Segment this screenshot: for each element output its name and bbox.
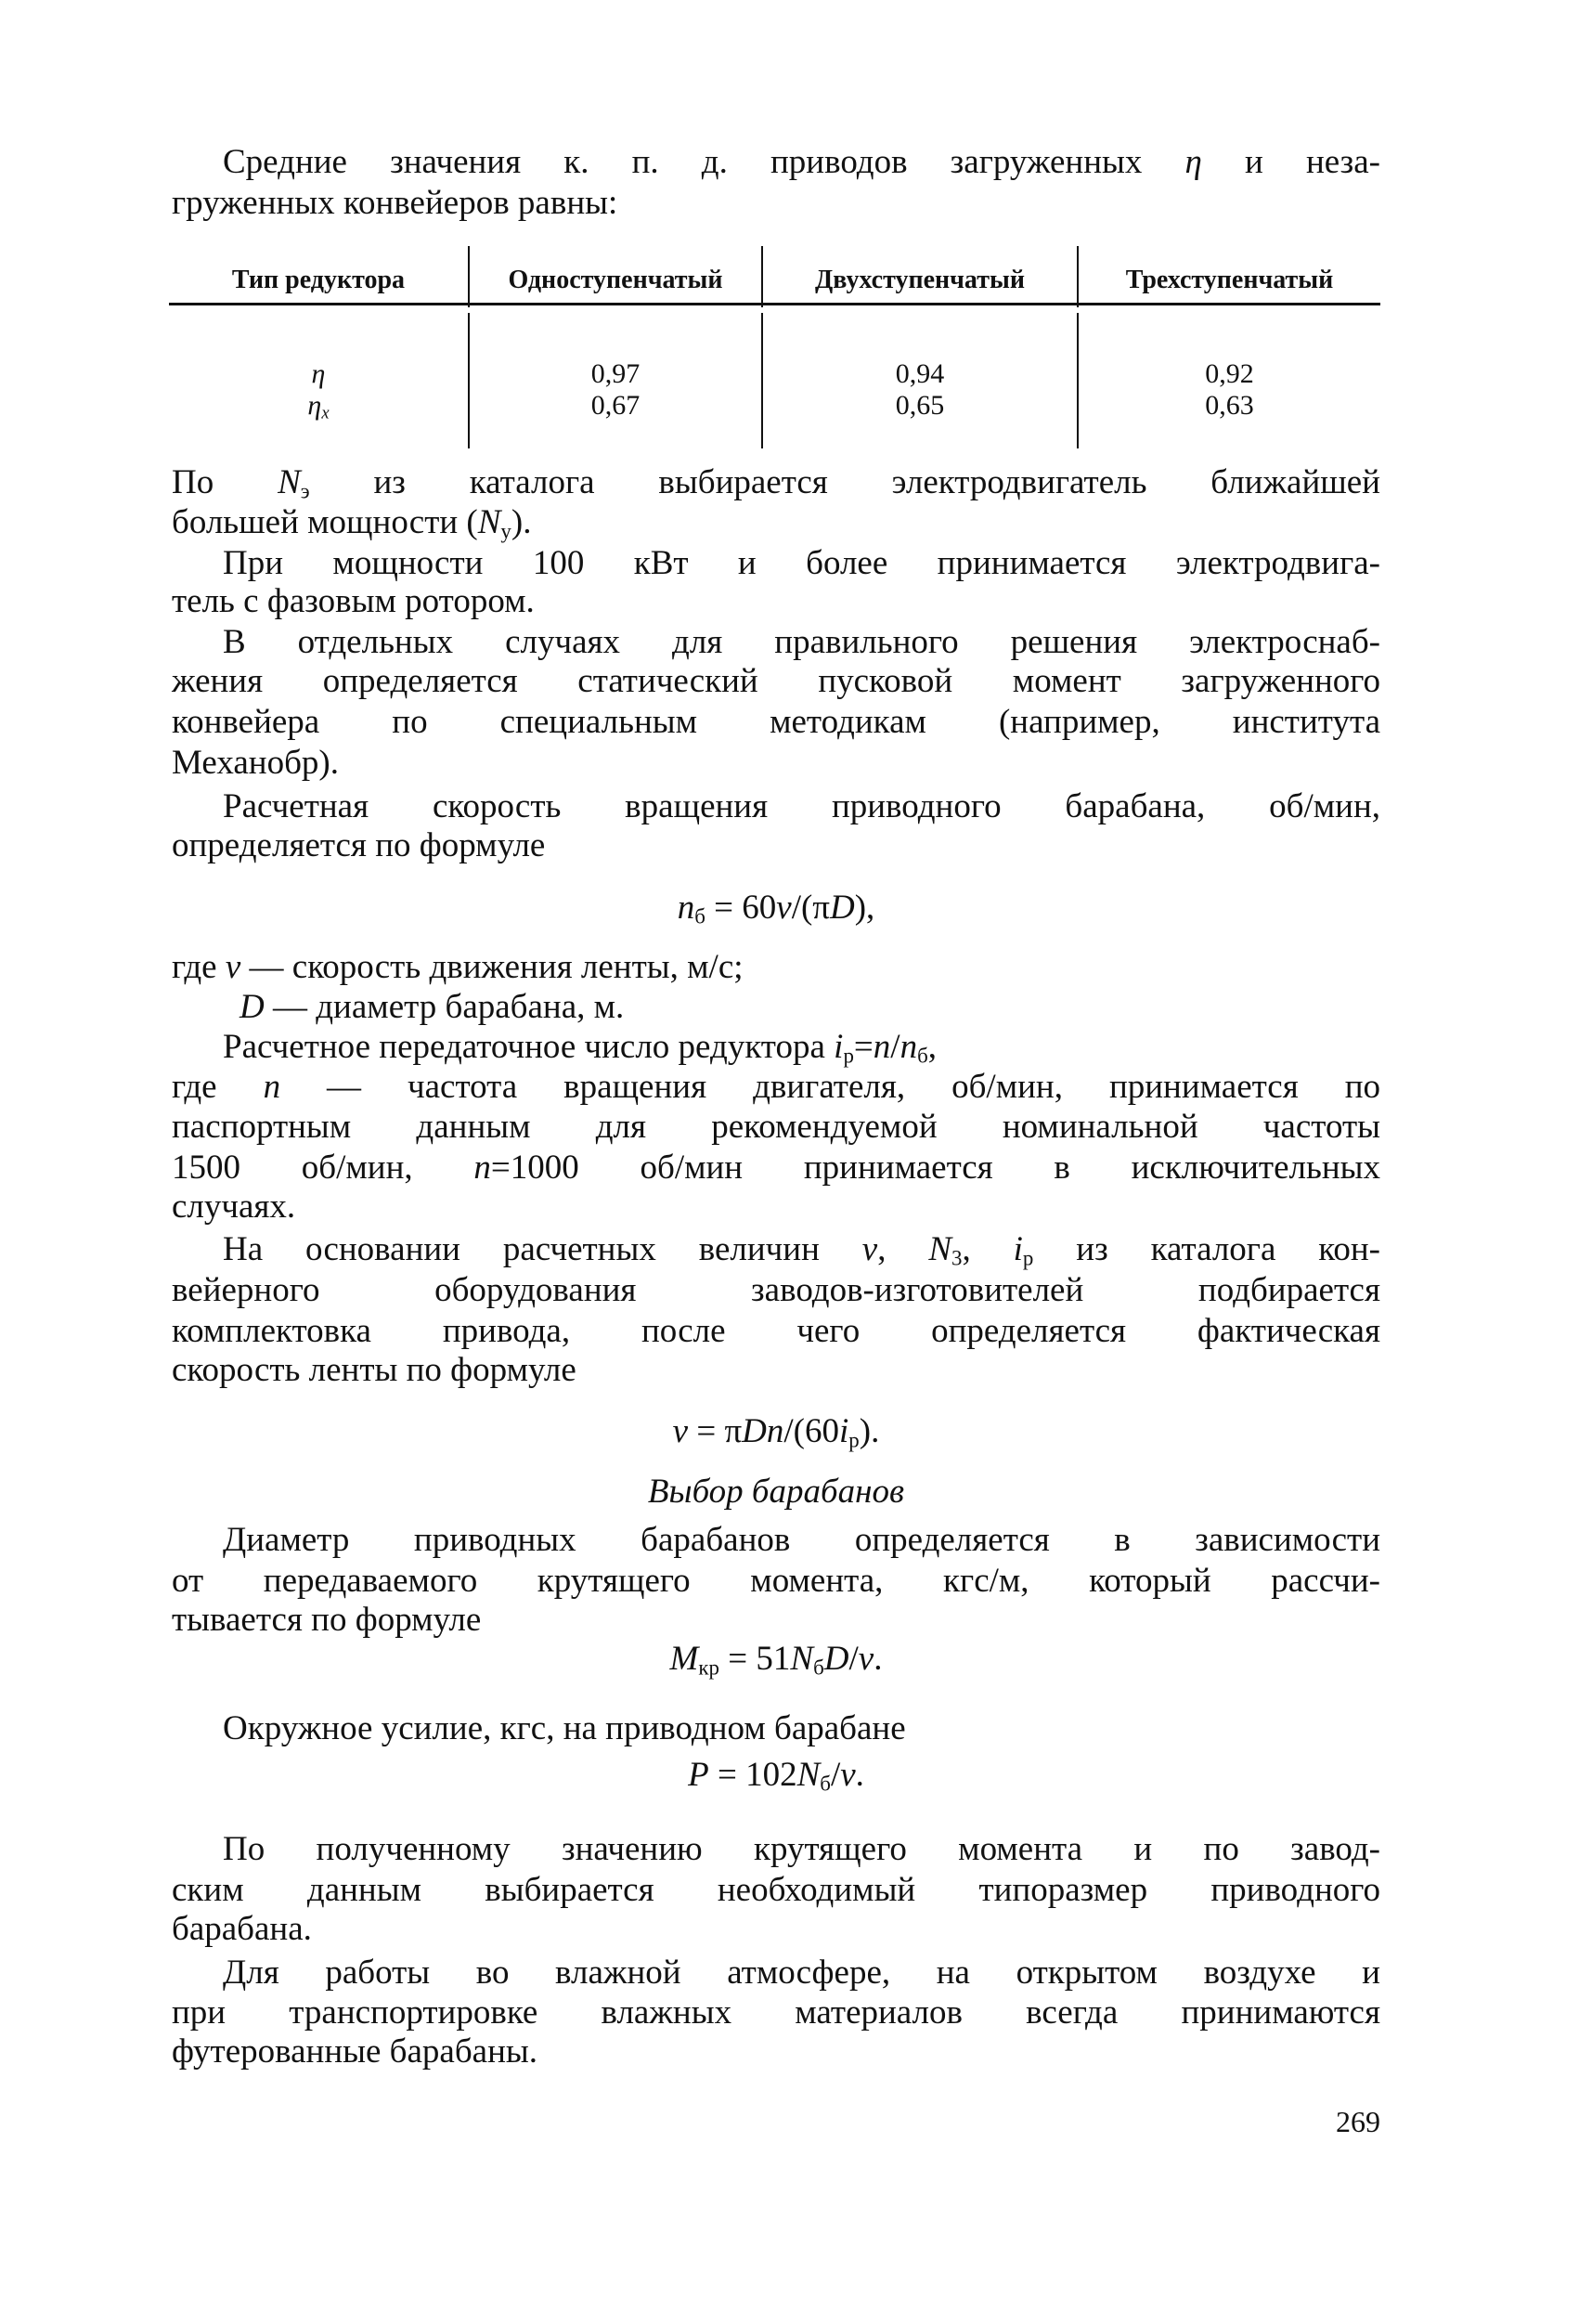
text-line [172, 1350, 1380, 1391]
text-line [172, 581, 1380, 622]
text-run: вейерного оборудования заводов-изготовителей подбирается [172, 1271, 1380, 1309]
page-number: 269 [1336, 2105, 1380, 2138]
text-run: из каталога кон- [1033, 1230, 1380, 1268]
text-line [172, 1600, 1380, 1641]
text-run: / [848, 1640, 859, 1678]
row-label-eta-x: $\eta_x$ [307, 390, 330, 423]
table-cell: 0,92 [1205, 358, 1254, 389]
text-run: конвейера по специальным методикам (например, института [172, 703, 1380, 741]
table-header-rule [169, 303, 1380, 305]
text-run: ). [859, 1412, 880, 1450]
table-header-two-stage: Двухступенчатый [815, 266, 1025, 294]
math-symbol: Dn [742, 1412, 784, 1450]
table-header-three-stage: Трехступенчатый [1125, 266, 1334, 294]
table-header-single-stage: Одноступенчатый [508, 266, 723, 294]
subscript: р [1022, 1246, 1034, 1270]
text-line [172, 1561, 1380, 1602]
math-symbol: v [858, 1640, 874, 1678]
text-run: Диаметр приводных барабанов определяется в зависимости [223, 1521, 1380, 1559]
formula-torque [172, 1639, 1380, 1680]
text-run: = 60 [705, 889, 777, 927]
text-run: жения определяется статический пусковой момент загруженного [172, 662, 1380, 700]
text-line [223, 1708, 1380, 1749]
text-line [172, 825, 1380, 866]
text-run: По полученному значению крутящего момента и по завод- [223, 1830, 1380, 1868]
text-run: По [172, 463, 278, 501]
text-run: груженных конвейеров равны: [172, 184, 618, 222]
text-line [172, 2032, 1380, 2072]
math-symbol: D [239, 988, 265, 1026]
text-run: и неза- [1201, 143, 1380, 181]
math-symbol: n [473, 1149, 491, 1187]
text-run: / [830, 1756, 841, 1794]
table-cell: 0,94 [895, 358, 945, 389]
text-line [172, 1067, 1380, 1108]
math-symbol: P [688, 1756, 709, 1794]
subscript: у [500, 519, 511, 543]
math-symbol: N [477, 503, 501, 541]
text-run: Механобр). [172, 744, 339, 782]
text-line [172, 1993, 1380, 2033]
table-header-reducer-type: Тип редуктора [231, 266, 406, 294]
text-run: где [172, 1068, 264, 1106]
text-line [223, 1027, 1380, 1068]
subscript: б [917, 1044, 928, 1068]
text-line [223, 142, 1380, 183]
column-divider [1077, 246, 1079, 307]
math-symbol: v [861, 1230, 878, 1268]
text-line [172, 1270, 1380, 1311]
column-divider [761, 246, 763, 307]
text-line [172, 947, 1380, 988]
text-run: Расчетная скорость вращения приводного барабана, об/мин, [223, 787, 1380, 825]
math-symbol: N [928, 1230, 952, 1268]
text-run: где [172, 948, 226, 986]
text-line [223, 1829, 1380, 1870]
math-symbol: η [1184, 143, 1202, 181]
math-symbol: n [263, 1068, 281, 1106]
formula-drum-speed [172, 888, 1380, 928]
text-run: Окружное усилие, кгс, на приводном барабане [223, 1709, 906, 1747]
text-line [172, 702, 1380, 743]
math-symbol: D [823, 1640, 849, 1678]
efficiency-table [169, 243, 1380, 452]
text-line [223, 543, 1380, 584]
math-symbol: i [839, 1412, 849, 1450]
text-line [172, 1311, 1380, 1352]
text-run: ским данным выбирается необходимый типоразмер приводного [172, 1871, 1380, 1909]
row-label-eta: η [311, 358, 326, 389]
text-run: = 102 [708, 1756, 797, 1794]
subscript: б [820, 1772, 831, 1796]
text-run: — частота вращения двигателя, об/мин, принимается по [280, 1068, 1380, 1106]
text-run: / [890, 1028, 900, 1066]
text-run: При мощности 100 кВт и более принимается электродвига- [223, 544, 1380, 582]
text-line [223, 622, 1380, 663]
text-run: тель с фазовым ротором. [172, 582, 535, 620]
text-line [172, 502, 1380, 543]
text-run: Средние значения к. п. д. приводов загруженных [223, 143, 1185, 181]
text-run: , [962, 1230, 1014, 1268]
text-run: из каталога выбирается электродвигатель ближайшей [309, 463, 1380, 501]
text-run: ). [511, 503, 532, 541]
text-line [172, 661, 1380, 702]
math-symbol: v [225, 948, 241, 986]
text-run: от передаваемого крутящего момента, кгс/м, который рассчи- [172, 1562, 1380, 1600]
text-run: ), [854, 889, 875, 927]
text-line [172, 462, 1380, 503]
math-symbol: n [873, 1028, 891, 1066]
subscript: р [843, 1044, 854, 1068]
text-line [223, 1229, 1380, 1270]
text-line [223, 786, 1380, 827]
table-cell: 0,63 [1205, 390, 1254, 421]
text-run: барабана. [172, 1910, 312, 1948]
text-run: = π [688, 1412, 743, 1450]
subscript: б [813, 1655, 824, 1680]
subscript: э [300, 479, 310, 503]
text-line [172, 1107, 1380, 1148]
text-run: =1000 об/мин принимается в исключительных [490, 1149, 1380, 1187]
math-symbol: n [677, 889, 695, 927]
text-run: скорость ленты по формуле [172, 1351, 576, 1389]
text-run: В отдельных случаях для правильного решения электроснаб- [223, 623, 1380, 661]
math-symbol: M [669, 1640, 699, 1678]
text-line [172, 1187, 1380, 1227]
math-symbol: N [790, 1640, 814, 1678]
section-heading: Выбор барабанов [647, 1473, 905, 1511]
text-run: при транспортировке влажных материалов всегда принимаются [172, 1993, 1380, 2032]
text-run: — диаметр барабана, м. [264, 988, 625, 1026]
text-run: определяется по формуле [172, 826, 546, 864]
text-line [172, 1870, 1380, 1911]
text-run: большей мощности ( [172, 503, 478, 541]
text-run: тывается по формуле [172, 1601, 482, 1639]
math-symbol: N [278, 463, 301, 501]
text-line [223, 1953, 1380, 1993]
subscript: б [694, 904, 705, 928]
text-run: футерованные барабаны. [172, 2032, 538, 2071]
text-run: , [927, 1028, 937, 1066]
subscript: 3 [951, 1246, 963, 1270]
text-run: паспортным данным для рекомендуемой номинальной частоты [172, 1108, 1380, 1146]
formula-belt-speed [172, 1411, 1380, 1452]
text-run: /(60 [783, 1412, 839, 1450]
text-run: Для работы во влажной атмосфере, на открытом воздухе и [223, 1954, 1380, 1992]
text-run: , [877, 1230, 929, 1268]
text-run: случаях. [172, 1188, 296, 1226]
text-run: 1500 об/мин, [172, 1149, 474, 1187]
text-run: /(π [791, 889, 830, 927]
text-run: = [853, 1028, 874, 1066]
text-run: — скорость движения ленты, м/с; [240, 948, 744, 986]
math-symbol: v [840, 1756, 856, 1794]
math-symbol: v [672, 1412, 689, 1450]
subscript: кр [698, 1655, 719, 1680]
math-symbol: n [900, 1028, 918, 1066]
math-symbol: i [834, 1028, 844, 1066]
text-run: На основании расчетных величин [223, 1230, 862, 1268]
text-line [172, 183, 1380, 224]
text-run: . [874, 1640, 883, 1678]
math-symbol: D [829, 889, 855, 927]
math-symbol: i [1013, 1230, 1023, 1268]
math-symbol: N [796, 1756, 821, 1794]
text-line [172, 1909, 1380, 1950]
text-run: Расчетное передаточное число редуктора [223, 1028, 835, 1066]
text-line [239, 987, 1380, 1028]
text-run: . [855, 1756, 864, 1794]
column-divider [468, 246, 470, 307]
subscript: р [848, 1428, 860, 1452]
formula-force [172, 1755, 1380, 1796]
text-line [172, 743, 1380, 784]
math-symbol: v [776, 889, 792, 927]
table-cell: 0,97 [590, 358, 641, 389]
text-line [172, 1148, 1380, 1188]
table-cell: 0,67 [590, 390, 641, 421]
text-line [223, 1520, 1380, 1561]
text-run: = 51 [719, 1640, 791, 1678]
text-run: комплектовка привода, после чего определяется фактическая [172, 1312, 1380, 1350]
table-cell: 0,65 [895, 390, 945, 421]
